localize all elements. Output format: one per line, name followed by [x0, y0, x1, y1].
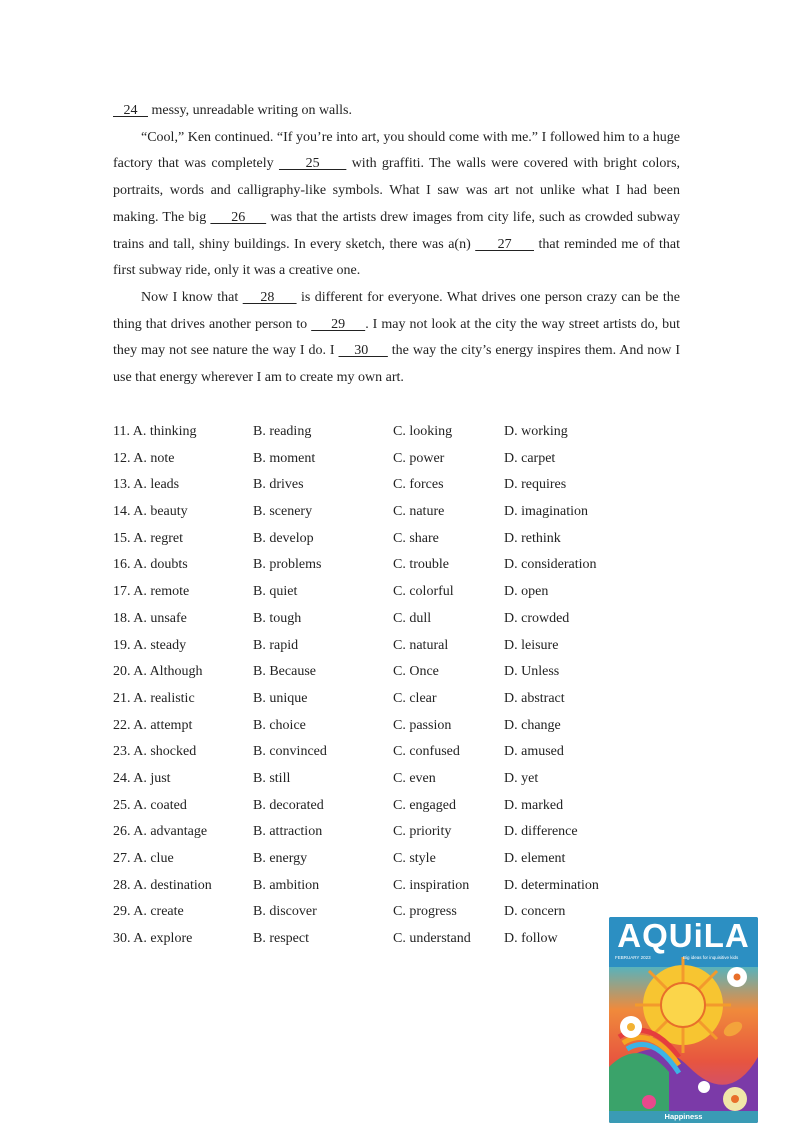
passage-text: “Cool,” Ken continued. “If you’re into art, you should come with me.” I followed him to a huge factory that was completely: [113, 129, 680, 172]
option-d[interactable]: D. concern: [504, 904, 566, 920]
option-b[interactable]: B. ambition: [253, 877, 320, 893]
option-row: [113, 499, 673, 526]
option-d[interactable]: D. crowded: [504, 610, 570, 626]
option-c[interactable]: C. trouble: [393, 557, 449, 573]
option-row: [113, 873, 673, 900]
option-a[interactable]: [113, 579, 189, 606]
option-d[interactable]: D. carpet: [504, 450, 556, 466]
option-a[interactable]: [113, 446, 174, 473]
cover-title: AQUiLA: [617, 917, 750, 954]
option-d[interactable]: D. element: [504, 851, 566, 866]
option-c[interactable]: C. forces: [393, 477, 444, 493]
question-number: 18.: [113, 610, 131, 626]
cover-footer: Happiness: [609, 1111, 758, 1123]
option-row: [113, 472, 673, 499]
question-number: 17.: [113, 584, 131, 600]
option-row: [113, 899, 673, 926]
option-a-label: A. beauty: [133, 504, 188, 520]
option-d[interactable]: D. marked: [504, 797, 564, 813]
option-a[interactable]: [113, 819, 207, 846]
option-c[interactable]: C. share: [393, 530, 439, 546]
passage: [113, 98, 680, 392]
option-c[interactable]: C. nature: [393, 504, 445, 520]
option-row: [113, 419, 673, 446]
option-d[interactable]: D. working: [504, 424, 568, 439]
option-a-label: A. Although: [133, 664, 203, 680]
passage-text: was that the artists drew images from city life, such as crowded subway trains and tall, shiny buildings. In every sketch, there was a(n): [113, 209, 680, 252]
option-c[interactable]: C. natural: [393, 637, 449, 653]
option-b[interactable]: B. reading: [253, 424, 312, 439]
question-number: 14.: [113, 504, 131, 520]
option-a[interactable]: [113, 739, 196, 766]
option-row: [113, 793, 673, 820]
passage-text: with graffiti. The walls were covered with bright colors, portraits, words and calligraphy-like symbols. What I saw was art not unlike what I had been making. The big: [113, 156, 681, 225]
option-row: [113, 926, 673, 953]
option-c[interactable]: C. colorful: [393, 584, 454, 600]
option-c[interactable]: C. clear: [393, 690, 437, 706]
option-d[interactable]: D. yet: [504, 770, 539, 786]
option-b[interactable]: B. drives: [253, 477, 304, 493]
option-a[interactable]: [113, 526, 183, 553]
option-a-label: A. doubts: [133, 557, 188, 573]
option-b[interactable]: B. still: [253, 770, 291, 786]
option-b[interactable]: B. Because: [253, 664, 316, 680]
option-b[interactable]: B. moment: [253, 450, 316, 466]
option-b[interactable]: B. scenery: [253, 504, 313, 520]
option-row: [113, 526, 673, 553]
option-c[interactable]: C. looking: [393, 424, 453, 439]
option-a-label: A. clue: [133, 851, 174, 866]
option-a-label: A. advantage: [133, 824, 208, 840]
blank-30: 30: [338, 343, 388, 359]
option-c[interactable]: C. inspiration: [393, 877, 470, 893]
option-b[interactable]: B. unique: [253, 690, 308, 706]
option-c[interactable]: C. understand: [393, 931, 471, 947]
option-a[interactable]: [113, 633, 186, 660]
question-number: 24.: [113, 770, 131, 786]
option-a[interactable]: [113, 552, 188, 579]
option-a-label: A. shocked: [133, 744, 197, 760]
option-row: [113, 579, 673, 606]
option-c[interactable]: C. dull: [393, 610, 432, 626]
option-b[interactable]: B. tough: [253, 610, 302, 626]
option-a[interactable]: [113, 713, 192, 740]
option-c[interactable]: C. progress: [393, 904, 457, 920]
option-a[interactable]: [113, 419, 197, 446]
option-row: [113, 686, 673, 713]
question-number: 16.: [113, 557, 131, 573]
cover-month: FEBRUARY 2023: [615, 955, 651, 960]
question-number: 12.: [113, 450, 131, 466]
question-number: 23.: [113, 744, 131, 760]
question-number: 28.: [113, 877, 131, 893]
question-number: 30.: [113, 931, 131, 947]
option-a-label: A. unsafe: [133, 610, 187, 626]
passage-text: . I may not look at the city the way street artists do, but they may not see nature the way I do. I: [113, 316, 681, 359]
question-number: 19.: [113, 637, 131, 653]
option-a-label: A. create: [133, 904, 184, 920]
option-a[interactable]: [113, 499, 188, 526]
passage-line-1: [113, 98, 680, 125]
blank-24: 24: [113, 103, 148, 118]
option-b[interactable]: B. choice: [253, 717, 306, 733]
blank-27: 27: [475, 236, 534, 252]
option-d[interactable]: D. amused: [504, 744, 564, 760]
option-b[interactable]: B. develop: [253, 530, 314, 546]
passage-text: the way the city’s energy inspires them. And now I use that energy wherever I am to create my own art.: [113, 343, 680, 386]
magazine-cover-image: [609, 917, 758, 1123]
option-c[interactable]: C. power: [393, 450, 445, 466]
question-number: 20.: [113, 664, 131, 680]
option-b[interactable]: B. respect: [253, 931, 309, 947]
option-a[interactable]: [113, 766, 171, 793]
option-a[interactable]: [113, 899, 184, 926]
option-a[interactable]: [113, 846, 174, 873]
blank-29: 29: [311, 316, 366, 332]
option-a[interactable]: [113, 873, 212, 900]
passage-paragraph-3: [113, 285, 680, 392]
question-number: 15.: [113, 530, 131, 546]
option-d[interactable]: D. rethink: [504, 530, 561, 546]
option-a-label: A. just: [133, 770, 171, 786]
question-number: 21.: [113, 690, 131, 706]
option-d[interactable]: D. change: [504, 717, 561, 733]
passage-paragraph-2: [113, 125, 680, 285]
passage-text: is different for everyone. What drives one person crazy can be the thing that drives another person to: [113, 289, 680, 332]
option-row: [113, 446, 673, 473]
option-d[interactable]: D. determination: [504, 877, 599, 893]
option-row: [113, 819, 673, 846]
passage-text: messy, unreadable writing on walls.: [148, 103, 352, 118]
option-a-label: A. coated: [133, 797, 187, 813]
question-number: 11.: [113, 424, 130, 439]
option-row: [113, 606, 673, 633]
option-b[interactable]: B. convinced: [253, 744, 327, 760]
option-row: [113, 766, 673, 793]
answer-options-list: [113, 419, 673, 953]
passage-text: that reminded me of that first subway ride, only it was a creative one.: [113, 236, 681, 279]
option-a-label: A. thinking: [132, 424, 197, 439]
option-d[interactable]: D. Unless: [504, 664, 560, 680]
option-a-label: A. explore: [133, 931, 193, 947]
option-a-label: A. attempt: [133, 717, 193, 733]
option-c[interactable]: C. Once: [393, 664, 439, 680]
option-a[interactable]: [113, 472, 179, 499]
question-number: 25.: [113, 797, 131, 813]
option-a-label: A. regret: [133, 530, 183, 546]
option-b[interactable]: B. decorated: [253, 797, 324, 813]
option-d[interactable]: D. requires: [504, 477, 567, 493]
option-a-label: A. steady: [133, 637, 187, 653]
option-d[interactable]: D. follow: [504, 931, 558, 947]
option-a-label: A. destination: [133, 877, 212, 893]
option-a[interactable]: [113, 926, 192, 953]
passage-text: Now I know that: [141, 289, 243, 305]
option-row: [113, 659, 673, 686]
option-d[interactable]: D. leisure: [504, 637, 559, 653]
option-a[interactable]: [113, 659, 202, 686]
option-b[interactable]: B. quiet: [253, 584, 298, 600]
option-a[interactable]: [113, 686, 195, 713]
option-d[interactable]: D. consideration: [504, 557, 597, 573]
question-number: 13.: [113, 477, 131, 493]
option-b[interactable]: B. rapid: [253, 637, 299, 653]
question-number: 22.: [113, 717, 131, 733]
option-row: [113, 846, 673, 873]
question-number: 29.: [113, 904, 131, 920]
option-d[interactable]: D. open: [504, 584, 549, 600]
blank-28: 28: [242, 289, 297, 305]
cover-tagline: Big ideas for inquisitive kids: [683, 955, 739, 960]
blank-26: 26: [210, 209, 267, 225]
option-a-label: A. realistic: [133, 690, 195, 706]
option-row: [113, 713, 673, 740]
option-c[interactable]: C. confused: [393, 744, 460, 760]
option-row: [113, 739, 673, 766]
option-c[interactable]: C. passion: [393, 717, 452, 733]
option-c[interactable]: C. priority: [393, 824, 452, 840]
option-a-label: A. remote: [133, 584, 190, 600]
option-a-label: A. note: [133, 450, 175, 466]
question-number: 27.: [113, 851, 131, 866]
option-a-label: A. leads: [133, 477, 180, 493]
option-b[interactable]: B. attraction: [253, 824, 323, 840]
option-c[interactable]: C. style: [393, 851, 436, 866]
option-row: [113, 633, 673, 660]
option-b[interactable]: B. discover: [253, 904, 317, 920]
option-d[interactable]: D. difference: [504, 824, 578, 840]
option-d[interactable]: D. imagination: [504, 504, 588, 520]
question-number: 26.: [113, 824, 131, 840]
option-row: [113, 552, 673, 579]
option-a[interactable]: [113, 793, 187, 820]
option-c[interactable]: C. engaged: [393, 797, 456, 813]
option-d[interactable]: D. abstract: [504, 690, 565, 706]
blank-25: 25: [278, 156, 347, 172]
option-b[interactable]: B. energy: [253, 851, 308, 866]
option-b[interactable]: B. problems: [253, 557, 322, 573]
option-a[interactable]: [113, 606, 187, 633]
option-c[interactable]: C. even: [393, 770, 436, 786]
